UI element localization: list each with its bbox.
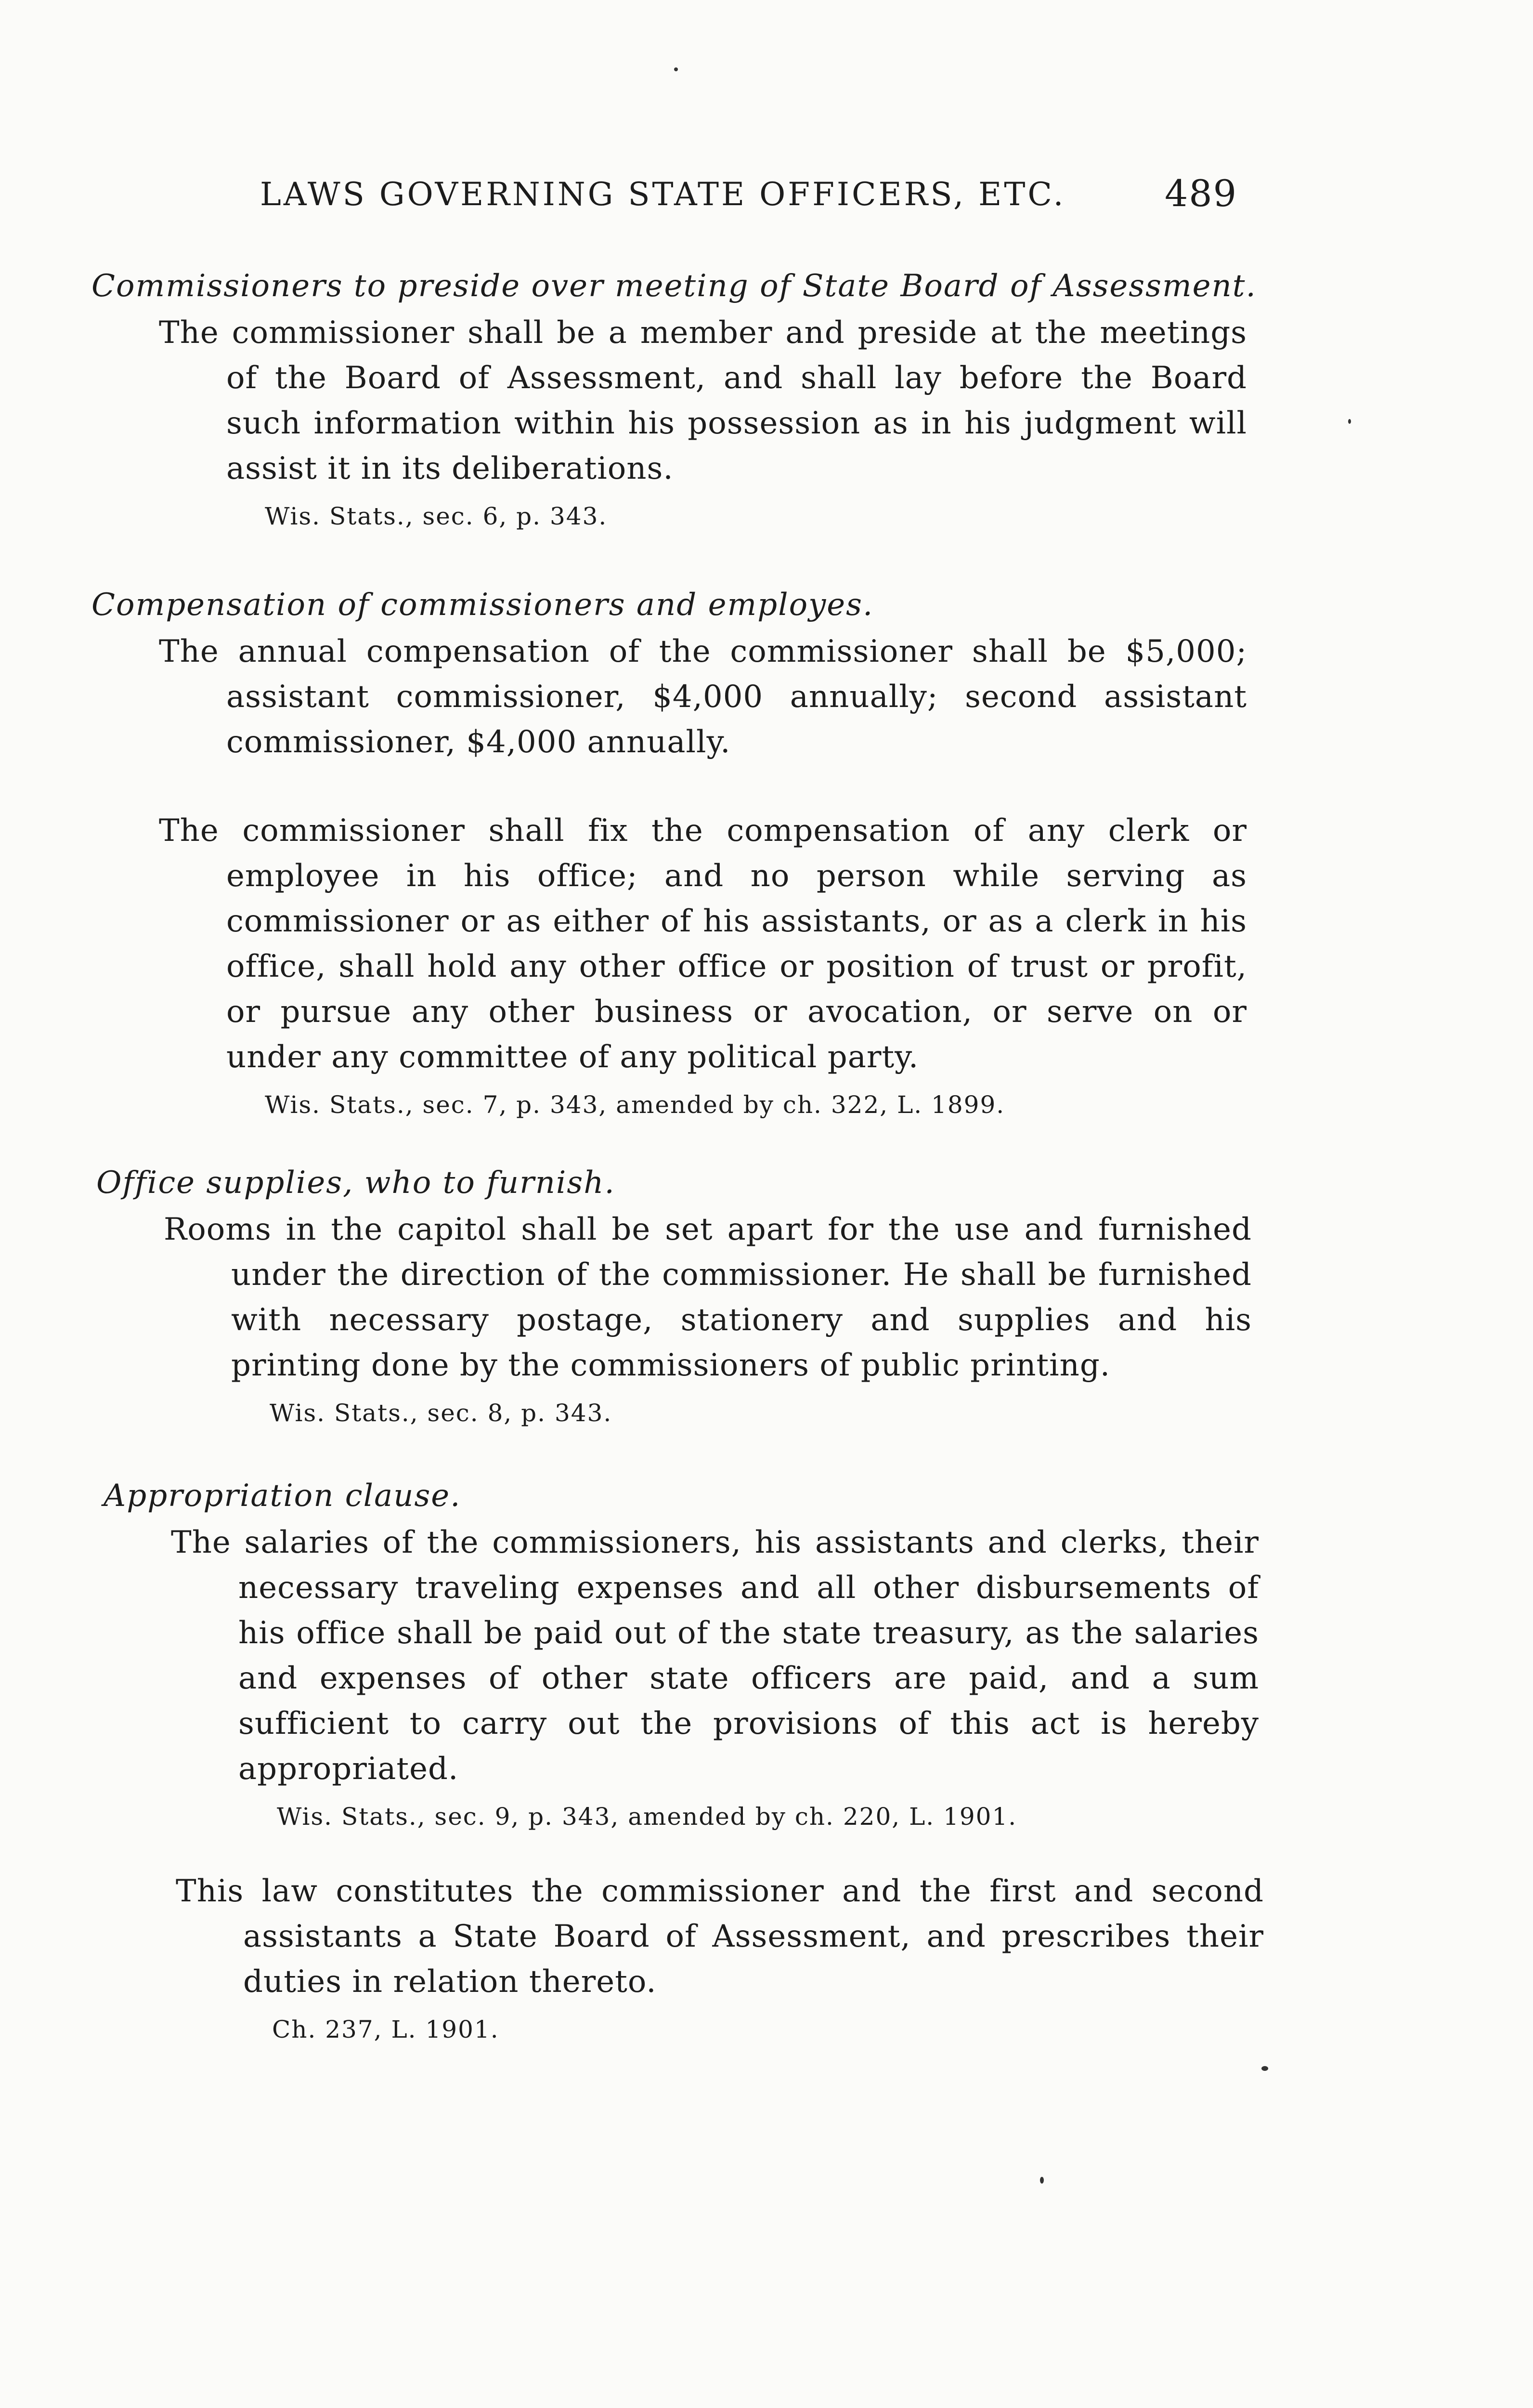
statute-citation: Wis. Stats., sec. 8, p. 343. bbox=[270, 1399, 612, 1427]
section-paragraph: This law constitutes the commissioner and the first and second assistants a State Board of Assessment, and prescribes their duties in relation thereto. bbox=[176, 1873, 1264, 2000]
section-paragraph: The annual compensation of the commissioner shall be $5,000; assistant commissioner, $4,000 annually; second assistant commissioner, $4,000 annually. bbox=[159, 634, 1247, 760]
section-office-supplies bbox=[96, 1161, 1252, 1432]
page-number: 489 bbox=[1164, 172, 1237, 215]
statute-citation: Wis. Stats., sec. 7, p. 343, amended by ch. 322, L. 1899. bbox=[265, 1091, 1005, 1119]
statute-citation: Wis. Stats., sec. 6, p. 343. bbox=[265, 502, 608, 530]
page-header bbox=[260, 172, 1237, 229]
section-heading: Commissioners to preside over meeting of State Board of Assessment. bbox=[91, 268, 1257, 304]
section-preside-assessment bbox=[91, 264, 1257, 536]
statute-citation: Ch. 237, L. 1901. bbox=[272, 2015, 499, 2043]
section-appropriation bbox=[104, 1474, 1259, 1836]
scan-speck bbox=[1348, 419, 1351, 424]
section-paragraph: The commissioner shall fix the compensation of any clerk or employee in his office; and no person while serving as commissioner or as either of his assistants, or as a clerk in his office, shall hold any other office or position of trust or profit, or pursue any other business or avocation, or serve on or under any committee of any political party. bbox=[159, 813, 1247, 1075]
section-heading: Appropriation clause. bbox=[104, 1478, 461, 1514]
scan-speck bbox=[674, 67, 678, 71]
section-paragraph: Rooms in the capitol shall be set apart for the use and furnished under the direction of the commissioner. He shall be furnished with necessary postage, stationery and supplies and his printing done by the commissioners of public printing. bbox=[164, 1212, 1252, 1383]
section-paragraph: The salaries of the commissioners, his assistants and clerks, their necessary traveling expenses and all other disbursements of his office shall be paid out of the state treasury, as the salaries and expenses of other state officers are paid, and a sum sufficient to carry out the provisions of this act is hereby appropriated. bbox=[171, 1525, 1259, 1787]
scan-speck bbox=[1040, 2177, 1044, 2184]
section-paragraph: The commissioner shall be a member and preside at the meetings of the Board of Assessment, and shall lay before the Board such information within his possession as in his judgment will assist it in its deliberations. bbox=[159, 315, 1247, 486]
statute-citation: Wis. Stats., sec. 9, p. 343, amended by ch. 220, L. 1901. bbox=[277, 1803, 1017, 1831]
section-heading: Compensation of commissioners and employes. bbox=[91, 587, 874, 623]
section-board-of-assessment-note bbox=[108, 1869, 1264, 2049]
section-compensation bbox=[91, 583, 1247, 1124]
section-heading: Office supplies, who to furnish. bbox=[96, 1165, 615, 1201]
running-head: LAWS GOVERNING STATE OFFICERS, ETC. bbox=[260, 176, 1066, 213]
scan-speck bbox=[1261, 2066, 1268, 2071]
